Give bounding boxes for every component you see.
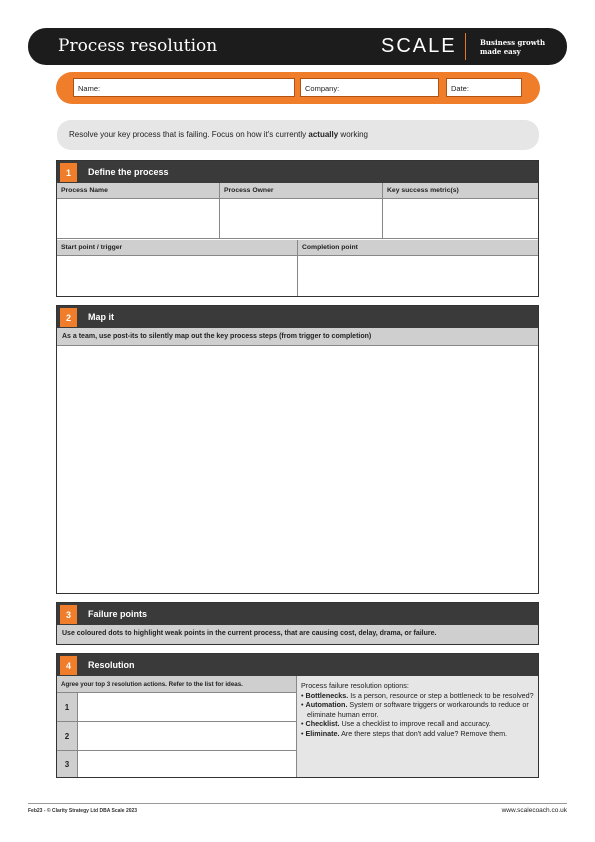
map-area[interactable] — [57, 346, 538, 592]
section-number: 3 — [60, 605, 77, 624]
option-checklist: • Checklist. Use a checklist to improve recall and accuracy. — [301, 719, 491, 729]
intro-text-end: working — [338, 130, 368, 139]
options-title: Process failure resolution options: — [301, 681, 409, 690]
section-failure-points — [56, 602, 539, 645]
section-header — [57, 603, 538, 625]
resolution-options — [297, 676, 538, 777]
key-metric-header: Key success metric(s) — [383, 183, 538, 199]
action-number: 3 — [57, 751, 78, 777]
company-field[interactable]: Company: — [300, 78, 439, 97]
section-map-it — [56, 305, 539, 594]
actions-header: Agree your top 3 resolution actions. Refer to the list for ideas. — [57, 676, 297, 693]
section-number: 1 — [60, 163, 77, 182]
process-name-header: Process Name — [57, 183, 220, 199]
process-owner-header: Process Owner — [220, 183, 383, 199]
section-header — [57, 161, 538, 183]
section-title: Define the process — [88, 167, 169, 177]
action-row[interactable] — [57, 693, 297, 722]
section-define-process — [56, 160, 539, 297]
failure-instruction: Use coloured dots to highlight weak points in the current process, that are causing cost, delay, drama, or failure. — [57, 625, 538, 644]
name-field[interactable]: Name: — [73, 78, 295, 97]
process-name-input[interactable] — [57, 199, 220, 239]
action-number: 2 — [57, 722, 78, 750]
option-bottlenecks: • Bottlenecks. Is a person, resource or step a bottleneck to be resolved? — [301, 690, 534, 700]
process-owner-input[interactable] — [220, 199, 383, 239]
intro-banner — [57, 120, 539, 150]
completion-point-input[interactable] — [298, 256, 538, 296]
section-number: 4 — [60, 656, 77, 675]
footer-website-link[interactable]: www.scalecoach.co.uk — [501, 807, 567, 814]
start-point-header: Start point / trigger — [57, 240, 298, 256]
footer-copyright: Feb23 - © Clarity Strategy Ltd DBA Scale 2023 — [28, 808, 138, 814]
info-bar — [56, 72, 540, 104]
action-number: 1 — [57, 693, 78, 721]
intro-text: Resolve your key process that is failing. Focus on how it's currently — [69, 130, 309, 139]
header-tagline — [480, 38, 550, 56]
option-eliminate: • Eliminate. Are there steps that don't add value? Remove them. — [301, 728, 508, 738]
section-header — [57, 306, 538, 328]
section-title: Failure points — [88, 609, 148, 619]
section-number: 2 — [60, 308, 77, 327]
scale-logo: SCALE — [381, 35, 457, 57]
completion-point-header: Completion point — [298, 240, 538, 256]
intro-emphasis: actually — [308, 130, 339, 139]
page-title: Process resolution — [58, 36, 218, 56]
section-title: Map it — [88, 312, 114, 322]
tagline-line-1: Business growth — [480, 38, 546, 47]
start-point-input[interactable] — [57, 256, 298, 296]
tagline-line-2: made easy — [480, 47, 521, 56]
section-title: Resolution — [88, 660, 135, 670]
footer-divider — [28, 803, 567, 804]
map-instruction: As a team, use post-its to silently map out the key process steps (from trigger to completion) — [57, 328, 538, 346]
date-field[interactable]: Date: — [446, 78, 522, 97]
header-bar — [28, 28, 567, 65]
action-row[interactable] — [57, 722, 297, 751]
header-divider — [465, 33, 466, 60]
section-resolution — [56, 653, 539, 778]
option-automation: • Automation. System or software triggers or workarounds to reduce or eliminate human error. — [301, 700, 529, 719]
section-header — [57, 654, 538, 676]
action-row[interactable] — [57, 751, 297, 777]
key-metric-input[interactable] — [383, 199, 538, 239]
